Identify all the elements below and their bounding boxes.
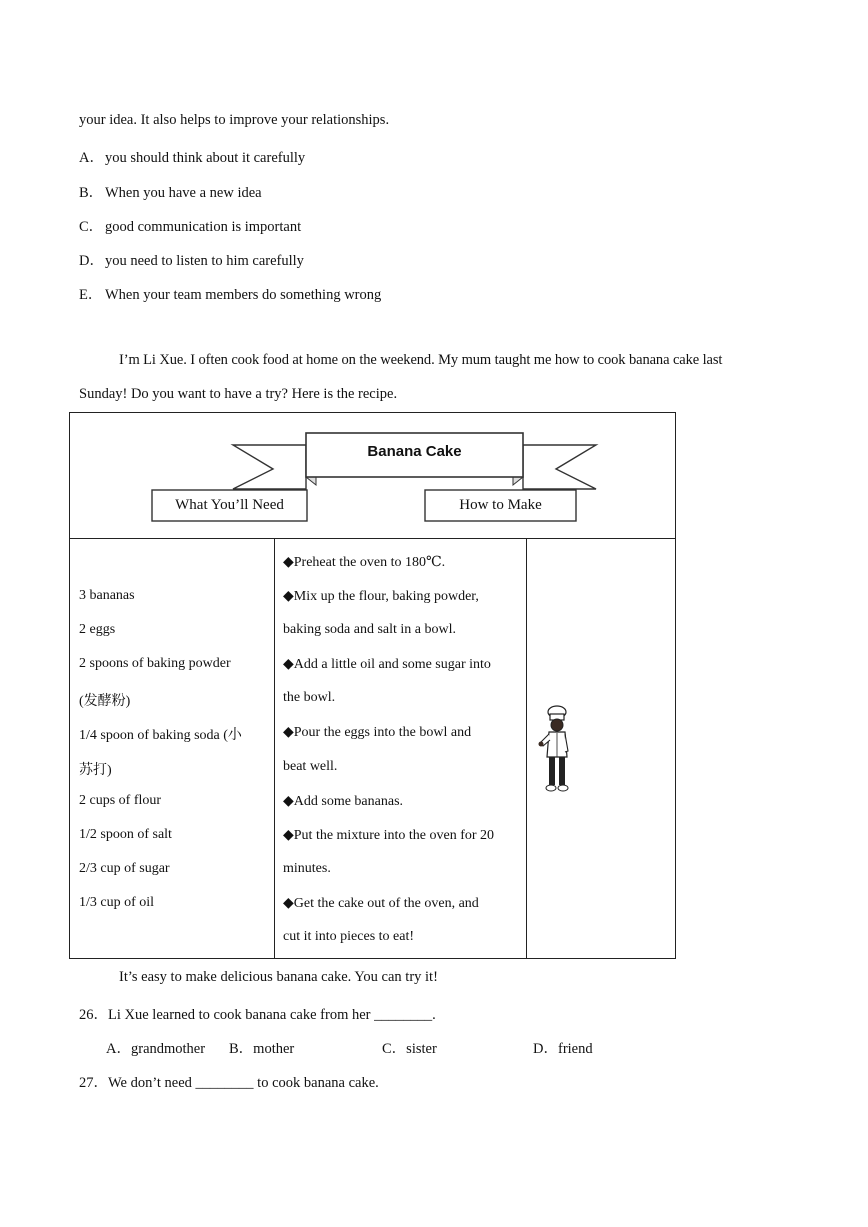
question-26-stem: 26．Li Xue learned to cook banana cake from her ________. [79,1007,436,1023]
closing-sentence: It’s easy to make delicious banana cake. You can try it! [119,969,438,985]
q26-option-c: C．sister [382,1041,437,1057]
step-line: ◆Add a little oil and some sugar into [283,657,491,672]
ingredient-item: 1/4 spoon of baking soda (小 [79,728,242,743]
ingredient-item: 1/2 spoon of salt [79,827,172,842]
option-e: E． When your team members do something wrong [79,287,382,303]
steps-column [275,539,527,958]
ingredients-column [70,539,275,958]
ribbon-banner-icon [70,413,675,537]
ingredient-item: 1/3 cup of oil [79,895,155,910]
step-line: the bowl. [283,690,336,705]
what-you-need-label: What You’ll Need [175,497,284,513]
step-line: ◆Mix up the flour, baking powder, [283,589,479,604]
option-d: D．you need to listen to him carefully [79,253,304,269]
step-line: ◆Put the mixture into the oven for 20 [283,828,495,843]
ingredient-item: 2 spoons of baking powder [79,656,231,671]
option-a: A．you should think about it carefully [79,150,306,166]
passage-line-2: Sunday! Do you want to have a try? Here is the recipe. [79,386,398,402]
q26-option-d: D．friend [533,1041,593,1057]
recipe-title: Banana Cake [367,443,462,460]
ingredient-item: 2/3 cup of sugar [79,861,170,876]
question-27-stem: 27．We don’t need ________ to cook banana cake. [79,1075,379,1091]
step-line: ◆Preheat the oven to 180℃. [283,555,446,570]
step-line: ◆Pour the eggs into the bowl and [283,725,472,740]
q26-option-b: B．mother [229,1041,295,1057]
chef-figure-icon [535,705,575,797]
ingredient-item: 2 eggs [79,622,116,637]
passage-line-1: I’m Li Xue. I often cook food at home on the weekend. My mum taught me how to cook banana cake last [119,352,723,368]
recipe-banner-cell [70,413,675,539]
step-line: ◆Add some bananas. [283,794,404,809]
ingredient-item: (发酵粉) [79,694,131,709]
ingredient-item: 苏打) [79,763,112,778]
ingredient-item: 2 cups of flour [79,793,162,808]
how-to-make-label: How to Make [459,497,542,513]
q26-option-a: A．grandmother [106,1041,206,1057]
option-b: B． When you have a new idea [79,185,262,201]
step-line: baking soda and salt in a bowl. [283,622,457,637]
recipe-table [69,412,676,959]
step-line: ◆Get the cake out of the oven, and [283,896,479,911]
passage-tail: your idea. It also helps to improve your relationships. [79,112,390,128]
step-line: cut it into pieces to eat! [283,929,415,944]
picture-column [527,539,675,958]
step-line: beat well. [283,759,338,774]
option-c: C． good communication is important [79,219,302,235]
step-line: minutes. [283,861,331,876]
ingredient-item: 3 bananas [79,588,135,603]
